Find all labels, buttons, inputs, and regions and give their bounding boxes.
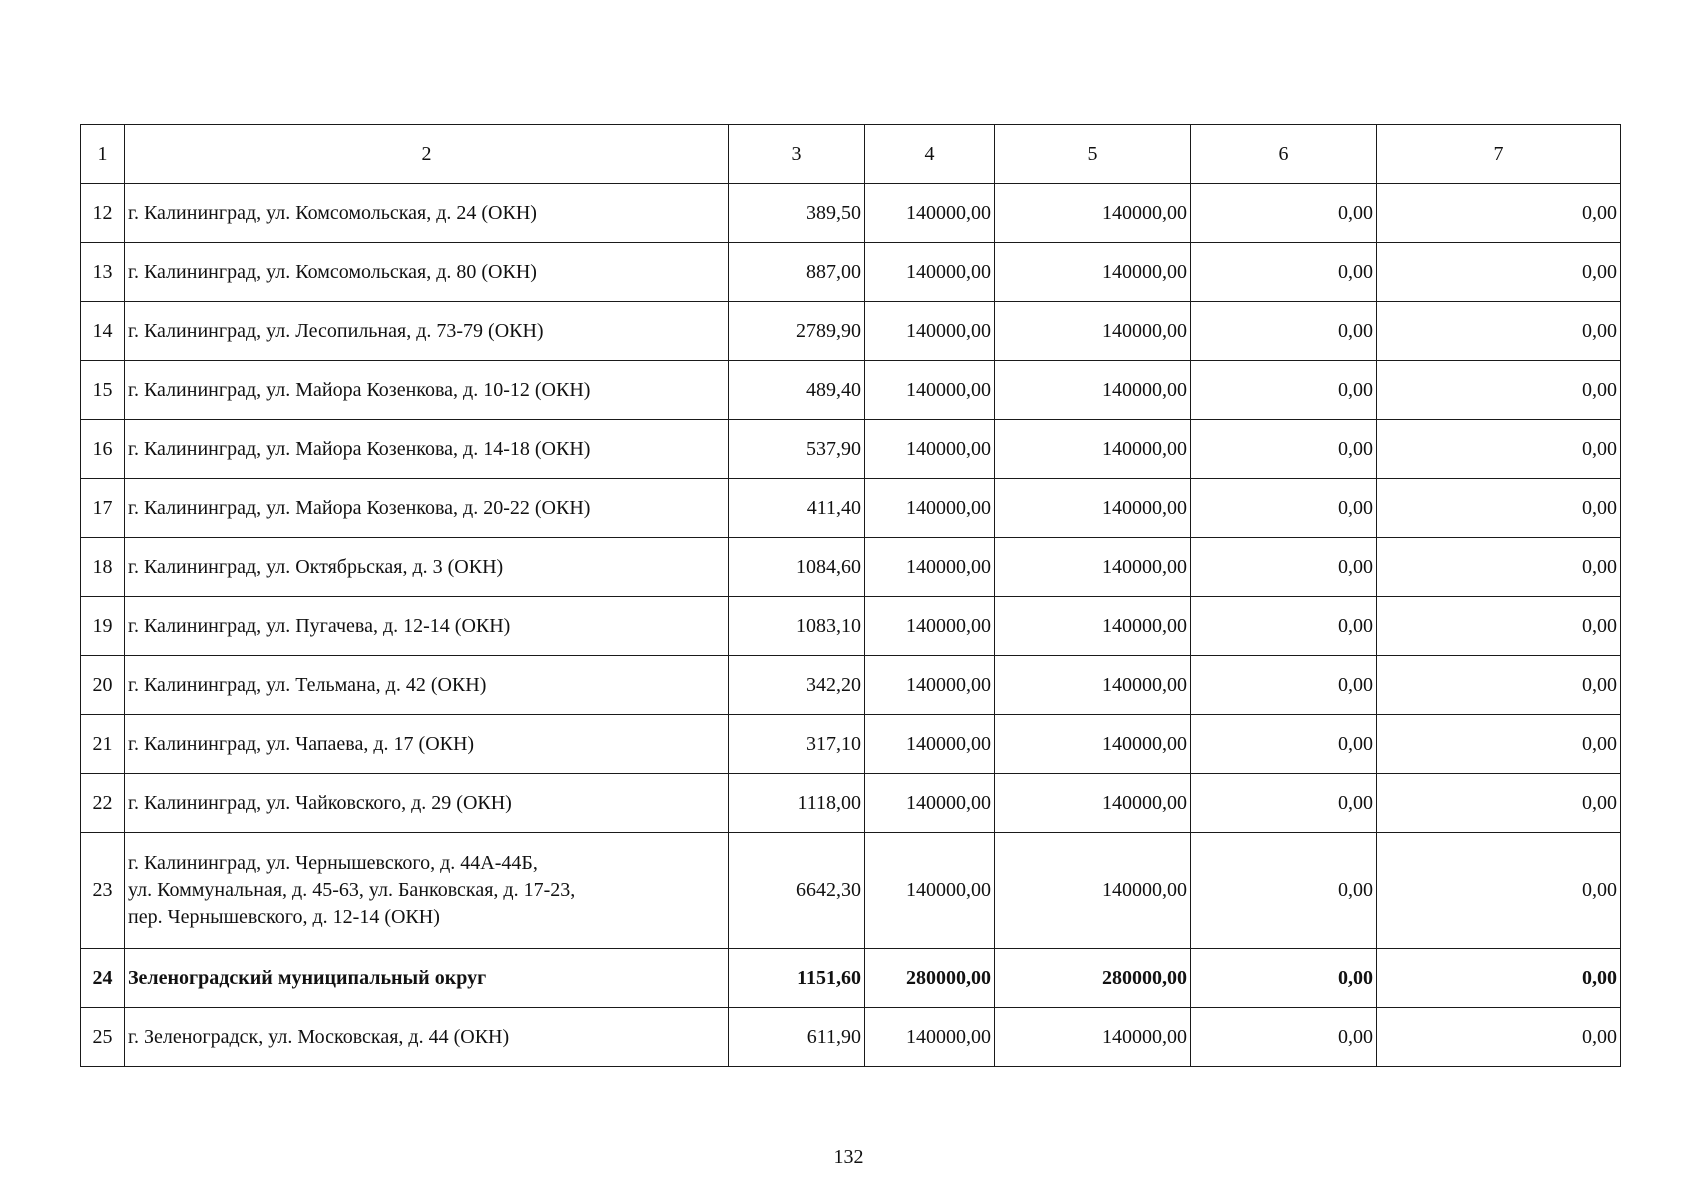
value-cell-col7: 0,00 <box>1377 479 1621 538</box>
value-cell-col5: 140000,00 <box>995 420 1191 479</box>
row-number-cell: 24 <box>81 949 125 1008</box>
value-cell-col4: 140000,00 <box>865 1008 995 1067</box>
value-cell-col3: 1118,00 <box>729 774 865 833</box>
value-cell-col3: 1151,60 <box>729 949 865 1008</box>
value-cell-col3: 1083,10 <box>729 597 865 656</box>
value-cell-col7: 0,00 <box>1377 1008 1621 1067</box>
value-cell-col7: 0,00 <box>1377 597 1621 656</box>
row-number-cell: 12 <box>81 184 125 243</box>
address-cell <box>125 243 729 302</box>
value-cell-col5: 280000,00 <box>995 949 1191 1008</box>
address-cell <box>125 833 729 949</box>
address-line: г. Калининград, ул. Майора Козенкова, д. 20-22 (ОКН) <box>128 496 591 519</box>
address-line: г. Калининград, ул. Тельмана, д. 42 (ОКН) <box>128 673 487 696</box>
value-cell-col6: 0,00 <box>1191 420 1377 479</box>
row-number-cell: 19 <box>81 597 125 656</box>
value-cell-col5: 140000,00 <box>995 243 1191 302</box>
value-cell-col4: 280000,00 <box>865 949 995 1008</box>
address-cell <box>125 774 729 833</box>
address-line: г. Калининград, ул. Комсомольская, д. 80 (ОКН) <box>128 260 537 283</box>
value-cell-col7: 0,00 <box>1377 949 1621 1008</box>
header-cell-4: 4 <box>865 125 995 184</box>
value-cell-col3: 887,00 <box>729 243 865 302</box>
value-cell-col7: 0,00 <box>1377 302 1621 361</box>
value-cell-col3: 537,90 <box>729 420 865 479</box>
value-cell-col4: 140000,00 <box>865 774 995 833</box>
row-number-cell: 23 <box>81 833 125 949</box>
value-cell-col5: 140000,00 <box>995 302 1191 361</box>
value-cell-col4: 140000,00 <box>865 715 995 774</box>
row-number-cell: 18 <box>81 538 125 597</box>
table-row <box>81 538 1621 597</box>
value-cell-col7: 0,00 <box>1377 715 1621 774</box>
table-row <box>81 949 1621 1008</box>
value-cell-col3: 1084,60 <box>729 538 865 597</box>
address-cell <box>125 479 729 538</box>
value-cell-col7: 0,00 <box>1377 184 1621 243</box>
value-cell-col4: 140000,00 <box>865 302 995 361</box>
row-number-cell: 25 <box>81 1008 125 1067</box>
address-cell <box>125 302 729 361</box>
address-line: г. Калининград, ул. Чапаева, д. 17 (ОКН) <box>128 732 475 755</box>
header-cell-6: 6 <box>1191 125 1377 184</box>
row-number-cell: 17 <box>81 479 125 538</box>
value-cell-col4: 140000,00 <box>865 656 995 715</box>
address-line: ул. Коммунальная, д. 45-63, ул. Банковская, д. 17-23, <box>128 879 576 901</box>
table-row <box>81 833 1621 949</box>
row-number-cell: 21 <box>81 715 125 774</box>
address-cell <box>125 361 729 420</box>
value-cell-col4: 140000,00 <box>865 538 995 597</box>
table-row <box>81 184 1621 243</box>
row-number-cell: 14 <box>81 302 125 361</box>
value-cell-col6: 0,00 <box>1191 715 1377 774</box>
value-cell-col4: 140000,00 <box>865 479 995 538</box>
table-row <box>81 479 1621 538</box>
address-cell <box>125 538 729 597</box>
value-cell-col7: 0,00 <box>1377 420 1621 479</box>
value-cell-col5: 140000,00 <box>995 479 1191 538</box>
value-cell-col5: 140000,00 <box>995 656 1191 715</box>
value-cell-col5: 140000,00 <box>995 538 1191 597</box>
value-cell-col6: 0,00 <box>1191 597 1377 656</box>
header-cell-2: 2 <box>125 125 729 184</box>
value-cell-col6: 0,00 <box>1191 243 1377 302</box>
table-row <box>81 774 1621 833</box>
table-row <box>81 715 1621 774</box>
table-header-row <box>81 125 1621 184</box>
address-cell <box>125 597 729 656</box>
row-number-cell: 20 <box>81 656 125 715</box>
value-cell-col3: 489,40 <box>729 361 865 420</box>
value-cell-col3: 2789,90 <box>729 302 865 361</box>
row-number-cell: 13 <box>81 243 125 302</box>
value-cell-col3: 342,20 <box>729 656 865 715</box>
value-cell-col6: 0,00 <box>1191 833 1377 949</box>
value-cell-col5: 140000,00 <box>995 774 1191 833</box>
page-number: 132 <box>833 1146 864 1168</box>
value-cell-col5: 140000,00 <box>995 833 1191 949</box>
value-cell-col7: 0,00 <box>1377 243 1621 302</box>
value-cell-col5: 140000,00 <box>995 715 1191 774</box>
address-line: г. Калининград, ул. Комсомольская, д. 24 (ОКН) <box>128 201 537 224</box>
value-cell-col7: 0,00 <box>1377 833 1621 949</box>
table-row <box>81 361 1621 420</box>
row-number-cell: 22 <box>81 774 125 833</box>
table-row <box>81 243 1621 302</box>
value-cell-col7: 0,00 <box>1377 774 1621 833</box>
table-row <box>81 420 1621 479</box>
value-cell-col6: 0,00 <box>1191 774 1377 833</box>
value-cell-col6: 0,00 <box>1191 479 1377 538</box>
value-cell-col6: 0,00 <box>1191 538 1377 597</box>
value-cell-col7: 0,00 <box>1377 656 1621 715</box>
value-cell-col4: 140000,00 <box>865 833 995 949</box>
address-line: г. Калининград, ул. Чернышевского, д. 44А-44Б, <box>128 852 538 874</box>
value-cell-col4: 140000,00 <box>865 597 995 656</box>
address-line: г. Зеленоградск, ул. Московская, д. 44 (ОКН) <box>128 1025 510 1048</box>
value-cell-col3: 611,90 <box>729 1008 865 1067</box>
address-cell <box>125 1008 729 1067</box>
value-cell-col3: 317,10 <box>729 715 865 774</box>
table-row <box>81 597 1621 656</box>
value-cell-col7: 0,00 <box>1377 538 1621 597</box>
value-cell-col3: 6642,30 <box>729 833 865 949</box>
value-cell-col4: 140000,00 <box>865 184 995 243</box>
value-cell-col5: 140000,00 <box>995 184 1191 243</box>
address-cell <box>125 656 729 715</box>
row-number-cell: 16 <box>81 420 125 479</box>
value-cell-col6: 0,00 <box>1191 949 1377 1008</box>
address-cell <box>125 715 729 774</box>
address-cell <box>125 949 729 1008</box>
address-line: г. Калининград, ул. Октябрьская, д. 3 (ОКН) <box>128 555 504 578</box>
value-cell-col6: 0,00 <box>1191 302 1377 361</box>
address-line: г. Калининград, ул. Майора Козенкова, д. 14-18 (ОКН) <box>128 437 591 460</box>
value-cell-col6: 0,00 <box>1191 1008 1377 1067</box>
address-line: Зеленоградский муниципальный округ <box>128 966 487 989</box>
value-cell-col4: 140000,00 <box>865 420 995 479</box>
header-cell-1: 1 <box>81 125 125 184</box>
value-cell-col3: 389,50 <box>729 184 865 243</box>
value-cell-col5: 140000,00 <box>995 1008 1191 1067</box>
value-cell-col7: 0,00 <box>1377 361 1621 420</box>
value-cell-col6: 0,00 <box>1191 361 1377 420</box>
table-row <box>81 1008 1621 1067</box>
value-cell-col4: 140000,00 <box>865 243 995 302</box>
table-row <box>81 302 1621 361</box>
value-cell-col5: 140000,00 <box>995 597 1191 656</box>
address-line: пер. Чернышевского, д. 12-14 (ОКН) <box>128 906 440 928</box>
value-cell-col3: 411,40 <box>729 479 865 538</box>
value-cell-col6: 0,00 <box>1191 184 1377 243</box>
address-line: г. Калининград, ул. Майора Козенкова, д. 10-12 (ОКН) <box>128 378 591 401</box>
header-cell-7: 7 <box>1377 125 1621 184</box>
value-cell-col6: 0,00 <box>1191 656 1377 715</box>
header-cell-3: 3 <box>729 125 865 184</box>
address-line: г. Калининград, ул. Лесопильная, д. 73-79 (ОКН) <box>128 319 544 342</box>
address-cell <box>125 420 729 479</box>
address-cell <box>125 184 729 243</box>
row-number-cell: 15 <box>81 361 125 420</box>
address-line: г. Калининград, ул. Чайковского, д. 29 (ОКН) <box>128 791 512 814</box>
table-row <box>81 656 1621 715</box>
header-cell-5: 5 <box>995 125 1191 184</box>
data-table <box>80 124 1621 1067</box>
value-cell-col4: 140000,00 <box>865 361 995 420</box>
value-cell-col5: 140000,00 <box>995 361 1191 420</box>
address-line: г. Калининград, ул. Пугачева, д. 12-14 (ОКН) <box>128 614 511 637</box>
